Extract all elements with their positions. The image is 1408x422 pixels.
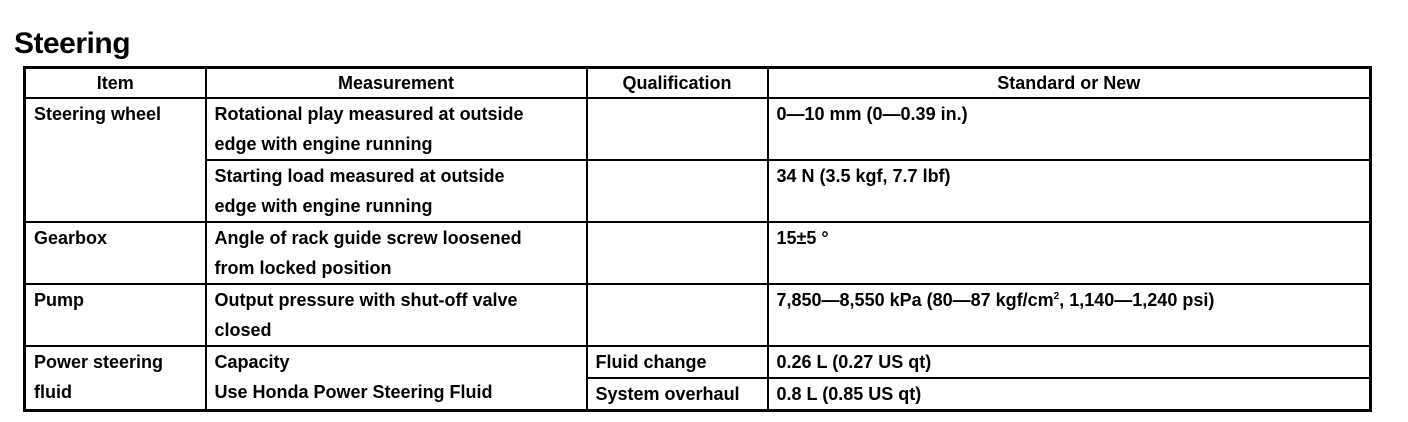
- qualification-fluid-change: Fluid change: [587, 346, 768, 378]
- qualification-cell: [587, 160, 768, 222]
- header-row: [25, 68, 1371, 99]
- page-title: Steering: [14, 27, 131, 60]
- superscript-two: 2: [1053, 291, 1060, 302]
- table-row: [25, 284, 1371, 346]
- table-row: [25, 346, 1371, 378]
- item-gearbox: Gearbox: [25, 222, 206, 284]
- standard-output-pressure: [768, 284, 1371, 346]
- measurement-line: Capacity: [214, 352, 290, 372]
- standard-rotational-play: 0—10 mm (0—0.39 in.): [768, 98, 1371, 160]
- standard-starting-load: 34 N (3.5 kgf, 7.7 lbf): [768, 160, 1371, 222]
- measurement-line: edge with engine running: [214, 196, 433, 216]
- qualification-system-overhaul: System overhaul: [587, 378, 768, 411]
- item-line: fluid: [34, 382, 72, 402]
- standard-rack-guide: 15±5 °: [768, 222, 1371, 284]
- measurement-starting-load: [206, 160, 587, 222]
- measurement-line: Starting load measured at outside: [214, 166, 505, 186]
- item-pump: Pump: [25, 284, 206, 346]
- qualification-cell: [587, 222, 768, 284]
- qualification-cell: [587, 98, 768, 160]
- standard-system-overhaul: 0.8 L (0.85 US qt): [768, 378, 1371, 411]
- measurement-line: closed: [214, 320, 272, 340]
- item-steering-wheel: Steering wheel: [25, 98, 206, 222]
- measurement-line: Output pressure with shut-off valve: [214, 290, 518, 310]
- header-measurement: Measurement: [206, 68, 587, 99]
- header-item: Item: [25, 68, 206, 99]
- measurement-line: Use Honda Power Steering Fluid: [214, 382, 493, 402]
- item-power-steering-fluid: [25, 346, 206, 411]
- table-row: [25, 98, 1371, 160]
- measurement-capacity: [206, 346, 587, 411]
- header-standard: Standard or New: [768, 68, 1371, 99]
- header-qualification: Qualification: [587, 68, 768, 99]
- standard-pressure-psi: , 1,140—1,240 psi): [1059, 290, 1215, 310]
- table-row: [25, 222, 1371, 284]
- standard-pressure-main: 7,850—8,550 kPa (80—87 kgf/cm: [776, 290, 1054, 310]
- measurement-rotational-play: [206, 98, 587, 160]
- measurement-line: edge with engine running: [214, 134, 433, 154]
- measurement-rack-guide: [206, 222, 587, 284]
- measurement-output-pressure: [206, 284, 587, 346]
- table-row: [25, 160, 1371, 222]
- measurement-line: Angle of rack guide screw loosened: [214, 228, 522, 248]
- qualification-cell: [587, 284, 768, 346]
- measurement-line: from locked position: [214, 258, 392, 278]
- steering-spec-table: [23, 66, 1372, 412]
- measurement-line: Rotational play measured at outside: [214, 104, 524, 124]
- standard-fluid-change: 0.26 L (0.27 US qt): [768, 346, 1371, 378]
- item-line: Power steering: [34, 352, 164, 372]
